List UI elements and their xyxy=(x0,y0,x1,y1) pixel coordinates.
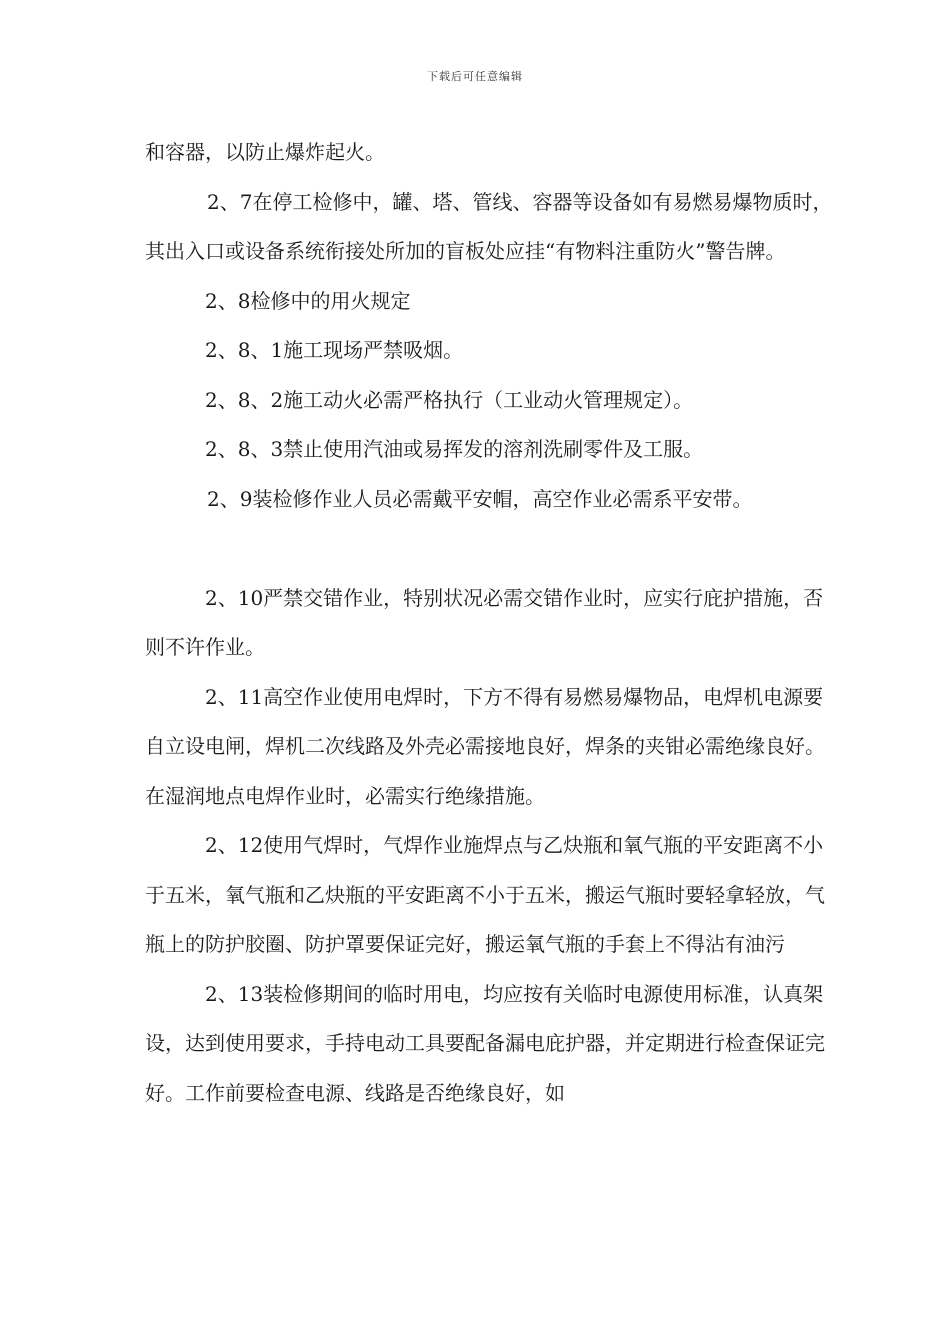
paragraph-2-8-2: 2、8、2施工动火必需严格执行（工业动火管理规定）。 xyxy=(205,387,694,412)
paragraph-2-9: 2、9装检修作业人员必需戴平安帽，高空作业必需系平安带。 xyxy=(207,486,753,511)
paragraph-2-8-1: 2、8、1施工现场严禁吸烟。 xyxy=(205,338,464,362)
paragraph-2-13: 2、13装检修期间的临时用电，均应按有关临时电源使用标准，认真架设，达到使用要求，手持电动工具要配备漏电庇护器，并定期进行检查保证完好。工作前要检查电源、线路是否绝缘良好，如 xyxy=(145,981,825,1105)
paragraph-2-8: 2、8检修中的用火规定 xyxy=(205,288,411,313)
paragraph-2-11: 2、11高空作业使用电焊时，下方不得有易燃易爆物品，电焊机电源要自立设电闸，焊机二次线路及外壳必需接地良好，焊条的夹钳必需绝缘良好。在湿润地点电焊作业时，必需实行绝缘措施。 xyxy=(145,684,825,808)
page-header: 下载后可任意编辑 xyxy=(427,70,523,83)
blank-line xyxy=(145,524,835,574)
paragraph-2-10: 2、10严禁交错作业，特别状况必需交错作业时，应实行庇护措施，否则不许作业。 xyxy=(145,585,824,659)
paragraph-2-12: 2、12使用气焊时，气焊作业施焊点与乙炔瓶和氧气瓶的平安距离不小于五米，氧气瓶和乙炔瓶的平安距离不小于五米，搬运气瓶时要轻拿轻放，气瓶上的防护胶圈、防护罩要保证完好，搬运氧气瓶的手套上不得沾有油污 xyxy=(145,833,825,956)
paragraph-2-7: 2、7在停工检修中，罐、塔、管线、容器等设备如有易燃易爆物质时，其出入口或设备系统衔接处所加的盲板处应挂“有物料注重防火”警告牌。 xyxy=(145,189,833,263)
paragraph-2-8-3: 2、8、3禁止使用汽油或易挥发的溶剂洗刷零件及工服。 xyxy=(205,437,704,461)
paragraph-continuation: 和容器，以防止爆炸起火。 xyxy=(145,140,385,164)
document-body xyxy=(145,128,835,1118)
